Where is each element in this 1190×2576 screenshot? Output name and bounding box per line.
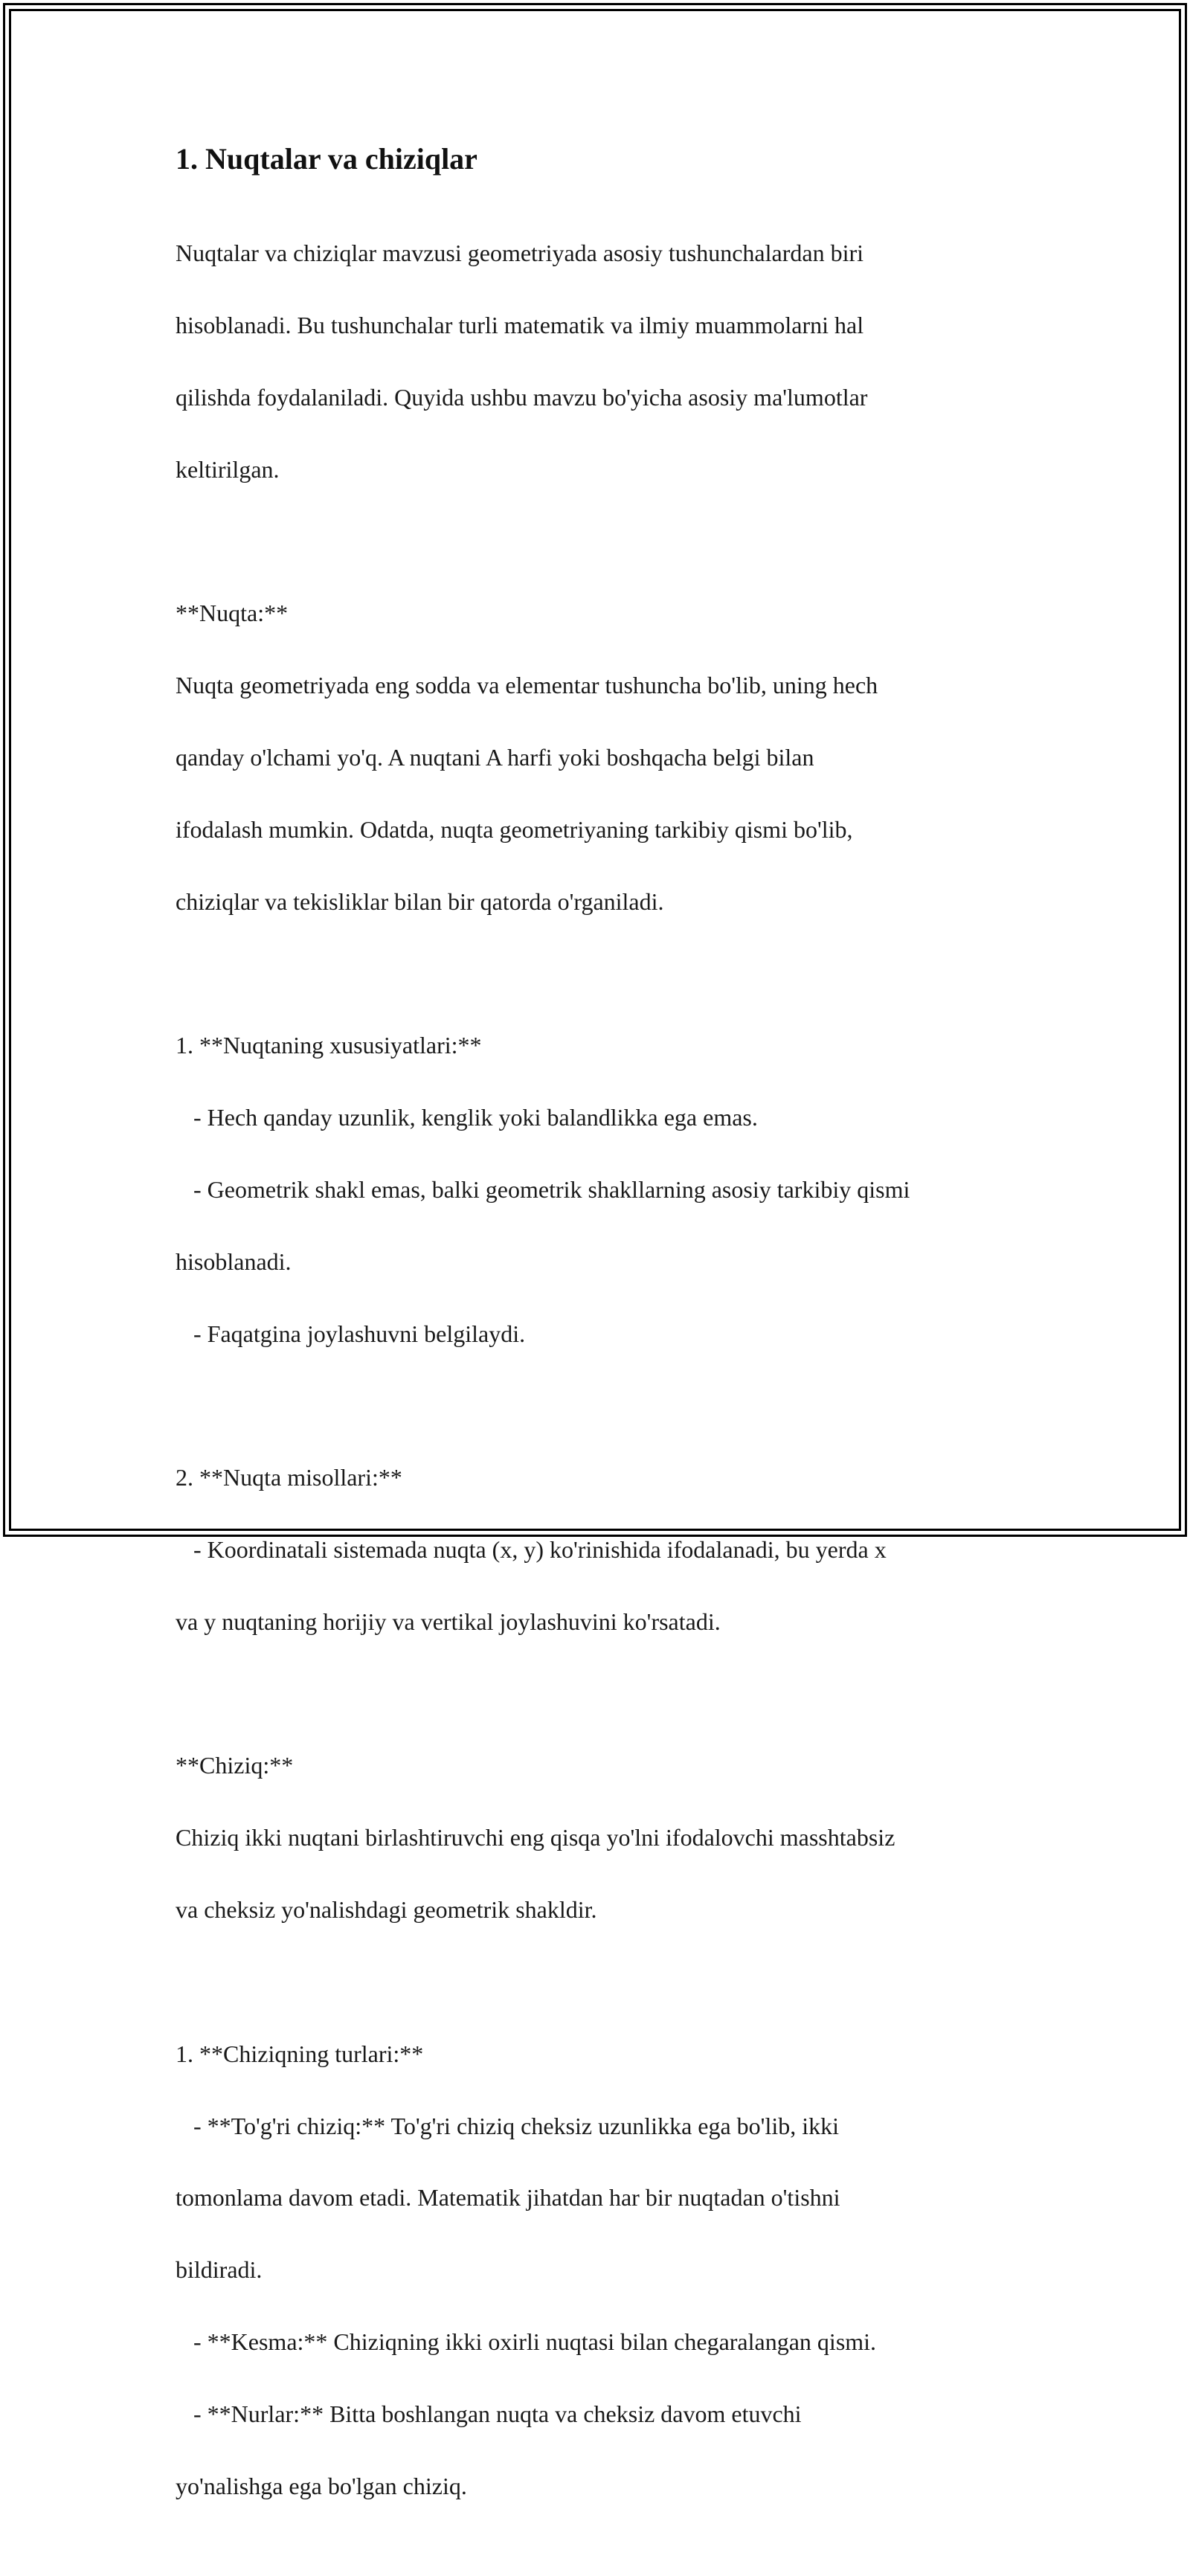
list-item: - **To'g'ri chiziq:** To'g'ri chiziq cheksiz uzunlikka ega bo'lib, ikki — [176, 2112, 839, 2139]
list-item: - Geometrik shakl emas, balki geometrik shakllarning asosiy tarkibiy qismi — [176, 1175, 910, 1203]
section-heading-nuqta: **Nuqta:** — [176, 600, 289, 627]
blank-line — [176, 1676, 1038, 1712]
list-item: - Faqatgina joylashuvni belgilaydi. — [176, 1320, 526, 1347]
blank-line — [176, 956, 1038, 992]
text-line: ifodalash mumkin. Odatda, nuqta geometriyaning tarkibiy qismi bo'lib, — [176, 815, 853, 843]
blank-line — [176, 1964, 1038, 2000]
document-title: 1. Nuqtalar va chiziqlar — [176, 142, 477, 176]
text-line: tomonlama davom etadi. Matematik jihatdan har bir nuqtadan o'tishni — [176, 2184, 840, 2212]
list-item: - Koordinatali sistemada nuqta (x, y) ko'rinishida ifodalanadi, bu yerda x — [176, 1536, 887, 1564]
text-line: hisoblanadi. — [176, 1247, 292, 1275]
text-line: bildiradi. — [176, 2256, 263, 2284]
section-heading-chiziq: **Chiziq:** — [176, 1752, 294, 1779]
text-line: yo'nalishga ega bo'lgan chiziq. — [176, 2472, 467, 2499]
blank-line — [176, 1387, 1038, 1423]
text-line: qilishda foydalaniladi. Quyida ushbu mavzu bo'yicha asosiy ma'lumotlar — [176, 384, 868, 411]
text-line: keltirilgan. — [176, 455, 280, 483]
list-item: - **Nurlar:** Bitta boshlangan nuqta va cheksiz davom etuvchi — [176, 2400, 802, 2427]
list-heading: 1. **Nuqtaning xususiyatlari:** — [176, 1032, 482, 1059]
document-page — [176, 140, 1038, 2576]
blank-line — [176, 524, 1038, 559]
list-item: - **Kesma:** Chiziqning ikki oxirli nuqtasi bilan chegaralangan qismi. — [176, 2328, 877, 2355]
document-body — [176, 199, 1038, 2576]
text-line: qanday o'lchami yo'q. A nuqtani A harfi yoki boshqacha belgi bilan — [176, 744, 814, 771]
text-line: Nuqta geometriyada eng sodda va elementar tushuncha bo'lib, uning hech — [176, 672, 878, 699]
text-line: Nuqtalar va chiziqlar mavzusi geometriyada asosiy tushunchalardan biri — [176, 240, 864, 267]
text-line: hisoblanadi. Bu tushunchalar turli matematik va ilmiy muammolarni hal — [176, 312, 864, 339]
list-heading: 1. **Chiziqning turlari:** — [176, 2040, 424, 2067]
text-line: va cheksiz yo'nalishdagi geometrik shakldir. — [176, 1896, 597, 1924]
text-line: Chiziq ikki nuqtani birlashtiruvchi eng qisqa yo'lni ifodalovchi masshtabsiz — [176, 1824, 895, 1851]
list-heading: 2. **Nuqta misollari:** — [176, 1464, 402, 1491]
list-item: - Hech qanday uzunlik, kenglik yoki balandlikka ega emas. — [176, 1104, 758, 1131]
text-line: chiziqlar va tekisliklar bilan bir qatorda o'rganiladi. — [176, 887, 664, 915]
text-line: va y nuqtaning horijiy va vertikal joylashuvini ko'rsatadi. — [176, 1607, 721, 1635]
